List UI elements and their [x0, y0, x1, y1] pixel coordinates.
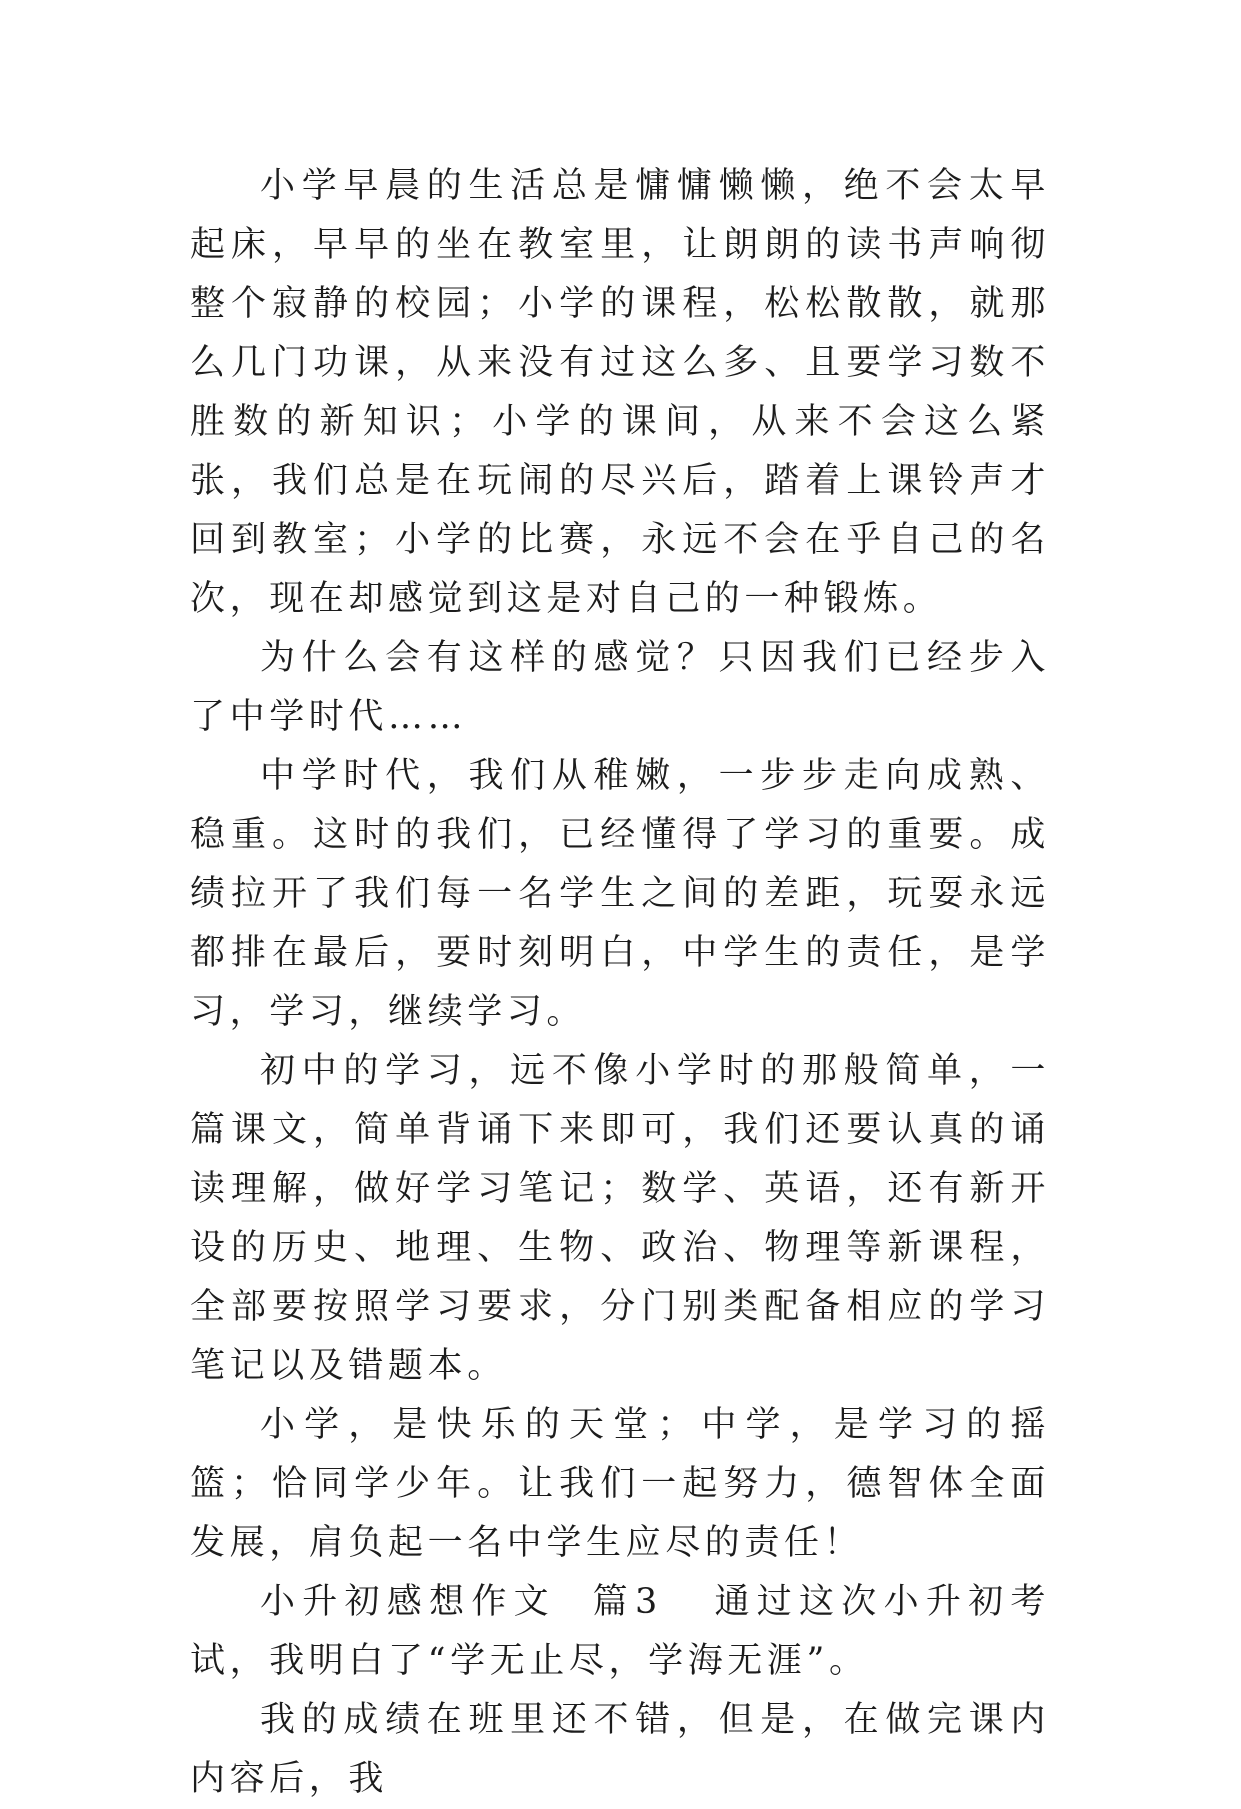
paragraph-2: 为什么会有这样的感觉？只因我们已经步入了中学时代…… — [190, 638, 1050, 737]
paragraph-3: 中学时代，我们从稚嫩，一步步走向成熟、稳重。这时的我们，已经懂得了学习的重要。成绩拉开了我们每一名学生之间的差距，玩耍永远都排在最后，要时刻明白，中学生的责任，是学习，学习，继续学习。 — [190, 756, 1050, 1032]
paragraph-4: 初中的学习，远不像小学时的那般简单，一篇课文，简单背诵下来即可，我们还要认真的诵读理解，做好学习笔记；数学、英语，还有新开设的历史、地理、生物、政治、物理等新课程，全部要按照学习要求，分门别类配备相应的学习笔记以及错题本。 — [190, 1051, 1050, 1386]
document-body — [190, 157, 1050, 1809]
paragraph-last: 我的成绩在班里还不错，但是，在做完课内内容后，我 — [190, 1700, 1050, 1799]
section-heading: 小升初感想作文 篇3 — [260, 1582, 662, 1622]
paragraph-1: 小学早晨的生活总是慵慵懒懒，绝不会太早起床，早早的坐在教室里，让朗朗的读书声响彻整个寂静的校园；小学的课程，松松散散，就那么几门功课，从来没有过这么多、且要学习数不胜数的新知识；小学的课间，从来不会这么紧张，我们总是在玩闹的尽兴后，踏着上课铃声才回到教室；小学的比赛，永远不会在乎自己的名次，现在却感觉到这是对自己的一种锻炼。 — [190, 166, 1050, 619]
paragraph-5: 小学，是快乐的天堂；中学，是学习的摇篮；恰同学少年。让我们一起努力，德智体全面发展，肩负起一名中学生应尽的责任！ — [190, 1405, 1050, 1563]
section-first-text: 通过这次小升初考试，我明白了“学无止尽，学海无涯”。 — [190, 1582, 1050, 1681]
section-paragraph — [190, 1573, 1050, 1691]
